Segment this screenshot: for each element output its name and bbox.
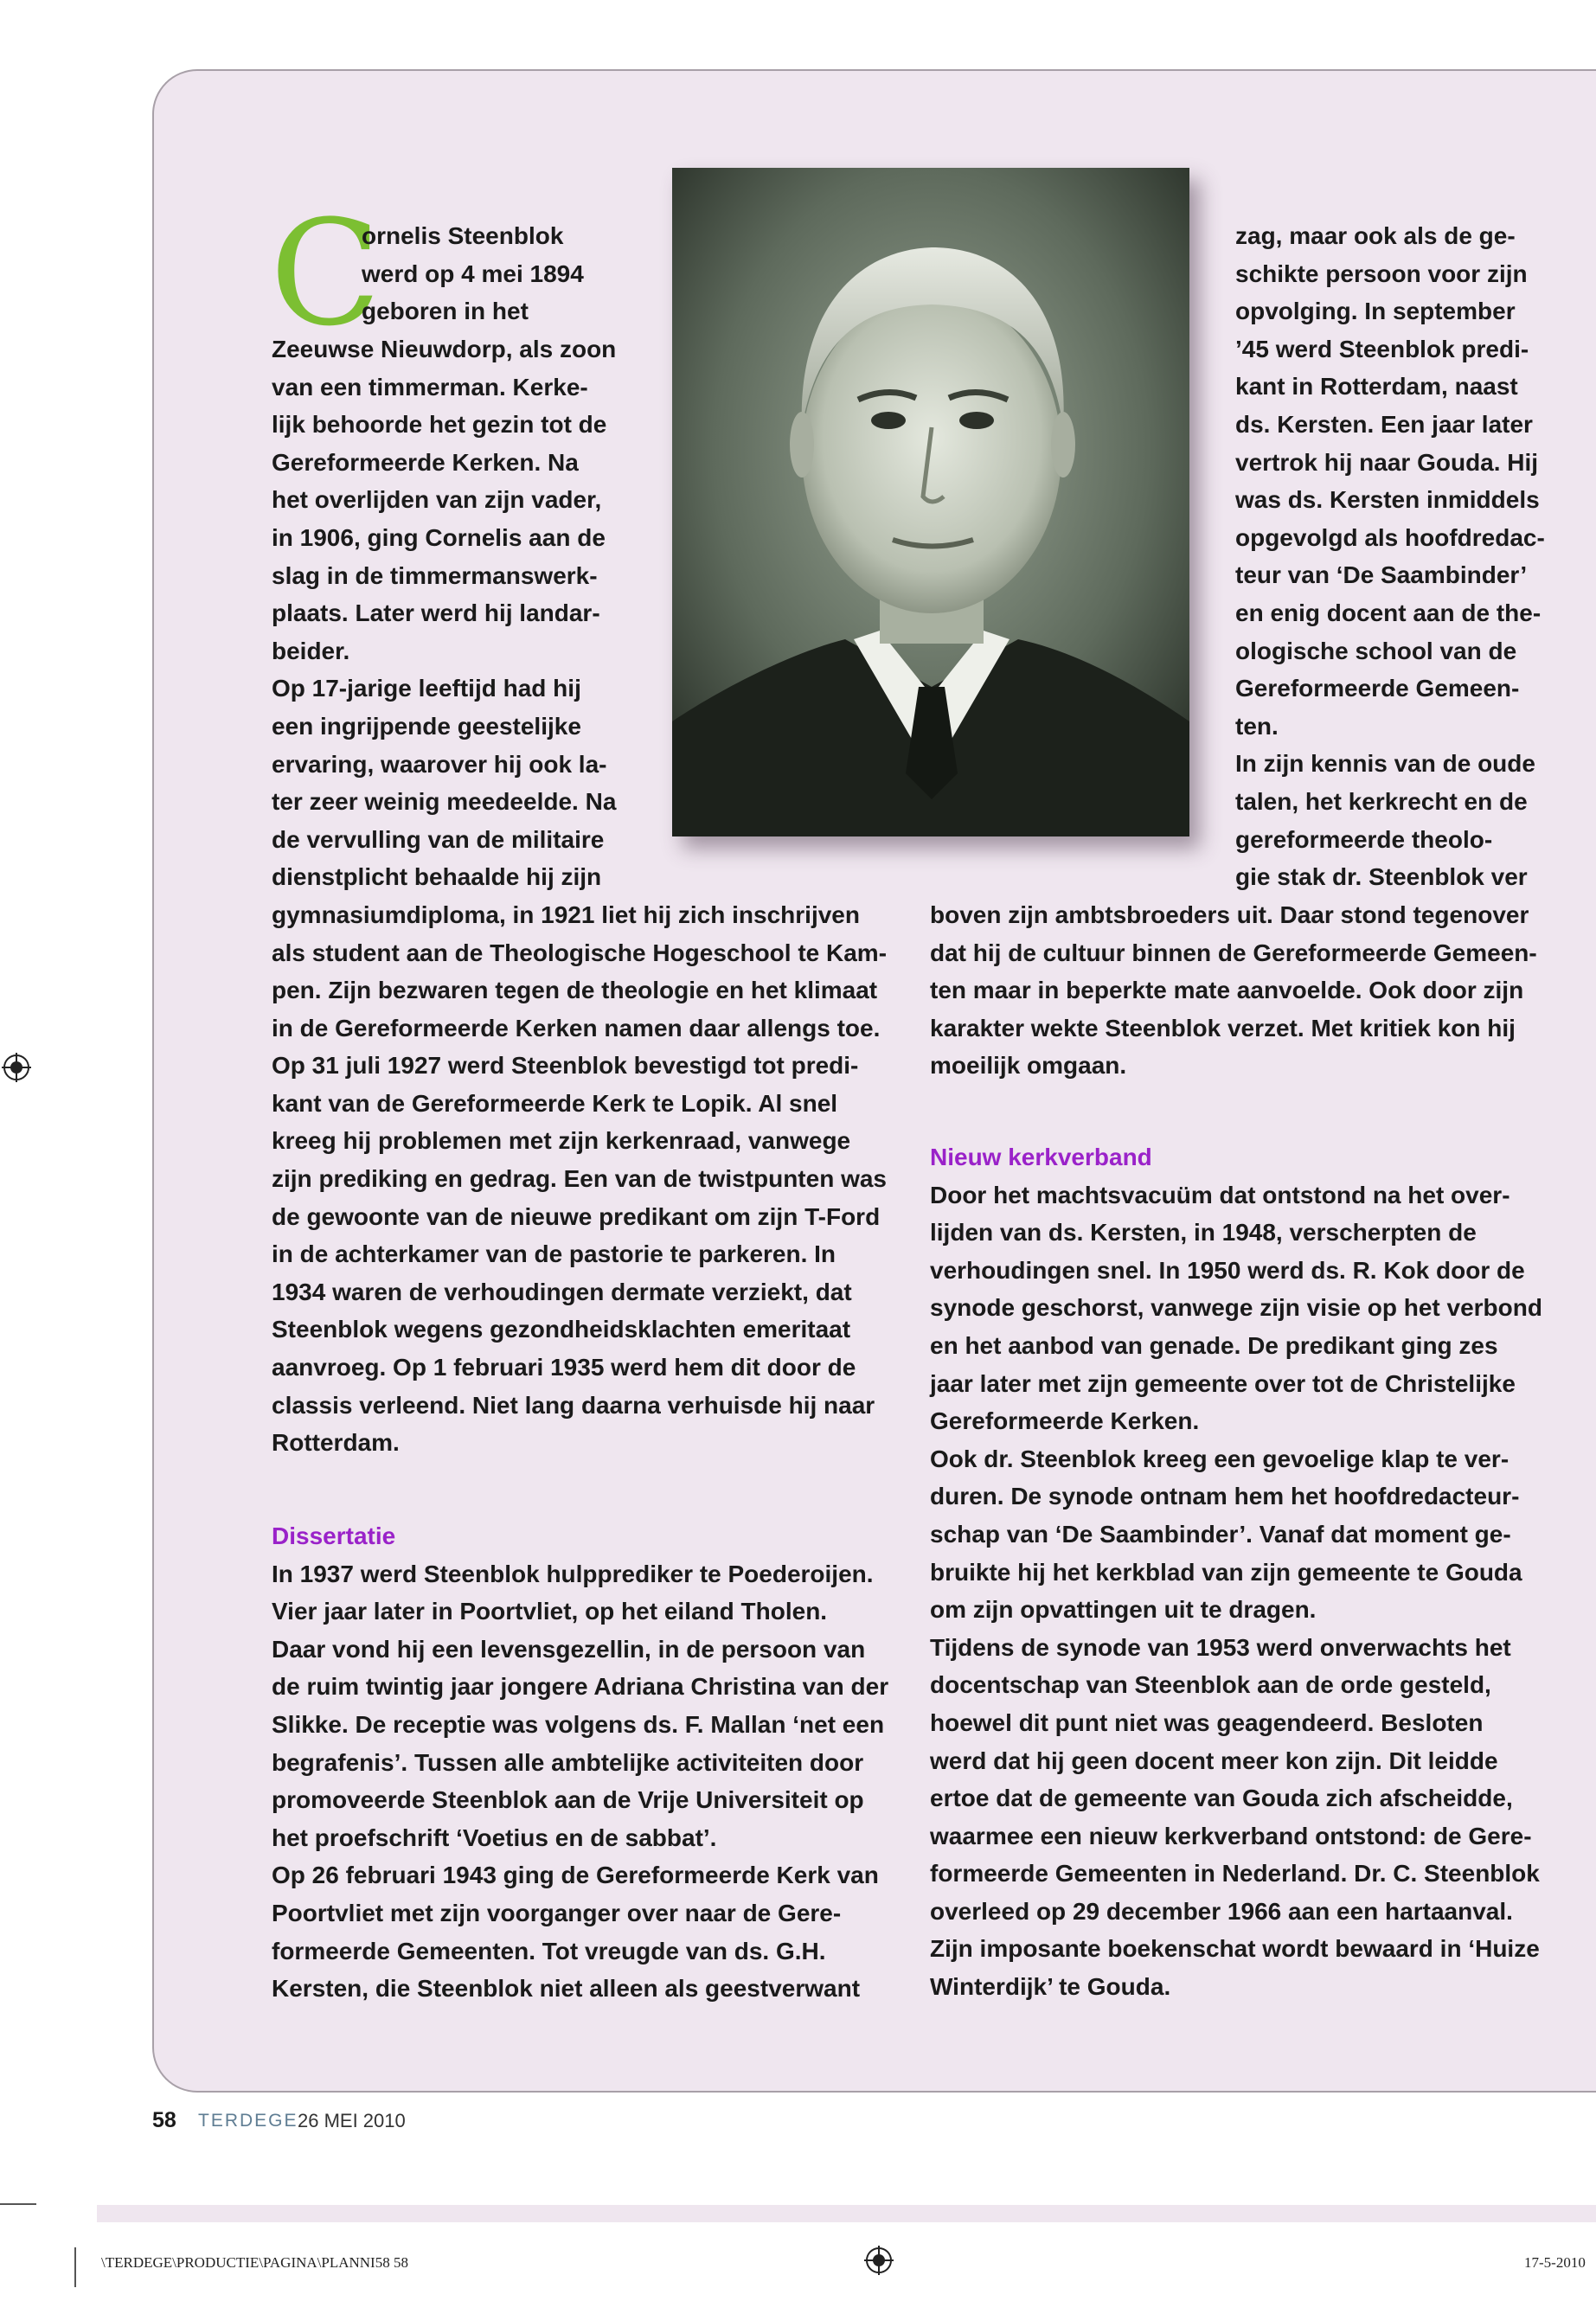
text-line: een ingrijpende geestelijke [272,712,581,740]
text-line: van een timmerman. Kerke- [272,373,588,401]
text-line: werd dat hij geen docent meer kon zijn. Dit leidde [930,1747,1498,1774]
text-line: Ook dr. Steenblok kreeg een gevoelige klap te ver- [930,1445,1509,1472]
text-line: dat hij de cultuur binnen de Gereformeerde Gemeen- [930,939,1537,966]
text-line: aanvroeg. Op 1 februari 1935 werd hem dit door de [272,1354,856,1381]
crop-mark [0,2203,36,2205]
column-2-body-a [1235,217,1545,896]
text-line: Daar vond hij een levensgezellin, in de persoon van [272,1635,866,1663]
text-line: Tijdens de synode van 1953 werd onverwachts het [930,1633,1511,1661]
text-line: als student aan de Theologische Hogeschool te Kam- [272,939,888,966]
registration-mark-icon [2,1053,31,1082]
text-line: Op 17-jarige leeftijd had hij [272,675,581,702]
text-line: Vier jaar later in Poortvliet, op het eiland Tholen. [272,1598,828,1625]
text-line: gymnasiumdiploma, in 1921 liet hij zich inschrijven [272,901,860,928]
text-line: bruikte hij het kerkblad van zijn gemeente te Gouda [930,1558,1522,1586]
section-heading-nieuw-kerkverband: Nieuw kerkverband [930,1144,1152,1170]
text-line: beider. [272,637,350,664]
text-line: ’45 werd Steenblok predi- [1235,335,1529,362]
text-line: talen, het kerkrecht en de [1235,787,1528,815]
text-line: de ruim twintig jaar jongere Adriana Christina van der [272,1673,889,1701]
column-2-body-c [930,1138,1542,2006]
portrait-photo [672,168,1189,836]
text-line: Door het machtsvacuüm dat ontstond na het over- [930,1181,1510,1208]
text-line: Winterdijk’ te Gouda. [930,1973,1171,2001]
text-line: waarmee een nieuw kerkverband ontstond: de Gere- [930,1822,1532,1849]
text-line: hoewel dit punt niet was geagendeerd. Besloten [930,1708,1484,1736]
text-line: kant van de Gereformeerde Kerk te Lopik. Al snel [272,1089,838,1117]
text-line: karakter wekte Steenblok verzet. Met kritiek kon hij [930,1014,1516,1042]
text-line: formeerde Gemeenten in Nederland. Dr. C. Steenblok [930,1860,1540,1888]
text-line: pen. Zijn bezwaren tegen de theologie en het klimaat [272,977,878,1004]
text-line: In 1937 werd Steenblok hulpprediker te Poederoijen. [272,1560,874,1587]
text-line: ter zeer weinig meedeelde. Na [272,788,617,816]
column-1-body-b [272,1517,888,2008]
text-line: gie stak dr. Steenblok ver [1235,863,1528,891]
text-line: In zijn kennis van de oude [1235,750,1535,778]
column-2-body-b [930,896,1537,1085]
text-line: synode geschorst, vanwege zijn visie op het verbond [930,1294,1542,1322]
text-line: ten maar in beperkte mate aanvoelde. Ook door zijn [930,977,1524,1004]
text-line: schap van ‘De Saambinder’. Vanaf dat moment ge- [930,1520,1511,1548]
text-line: opgevolgd als hoofdredac- [1235,523,1545,551]
drop-cap: C [270,189,381,358]
text-line: lijk behoorde het gezin tot de [272,411,607,439]
text-line: Steenblok wegens gezondheidsklachten emeritaat [272,1316,851,1343]
text-line: was ds. Kersten inmiddels [1235,486,1540,514]
text-line: werd op 4 mei 1894 [362,260,584,287]
text-line: verhoudingen snel. In 1950 werd ds. R. Kok door de [930,1256,1525,1284]
section-heading-dissertatie: Dissertatie [272,1522,396,1549]
text-line: classis verleend. Niet lang daarna verhuisde hij naar [272,1391,875,1419]
crop-mark [74,2247,76,2287]
text-line: Zijn imposante boekenschat wordt bewaard in ‘Huize [930,1935,1540,1963]
text-line: Rotterdam. [272,1429,400,1457]
text-line: kant in Rotterdam, naast [1235,373,1518,401]
text-line: vertrok hij naar Gouda. Hij [1235,448,1539,476]
text-line: Op 26 februari 1943 ging de Gereformeerde Kerk van [272,1862,879,1889]
text-line: ertoe dat de gemeente van Gouda zich afscheidde, [930,1785,1513,1812]
text-line: formeerde Gemeenten. Tot vreugde van ds. G.H. [272,1937,826,1965]
text-line: Kersten, die Steenblok niet alleen als geestverwant [272,1975,861,2003]
issue-date: 26 MEI 2010 [298,2110,406,2131]
text-line: opvolging. In september [1235,298,1516,325]
text-line: slag in de timmermanswerk- [272,561,598,589]
text-line: in de achterkamer van de pastorie te parkeren. In [272,1240,836,1268]
text-line: ologische school van de [1235,637,1517,664]
text-line: de gewoonte van de nieuwe predikant om zijn T-Ford [272,1202,881,1230]
text-line: de vervulling van de militaire [272,825,605,853]
text-line: geboren in het [362,298,529,325]
text-line: ten. [1235,712,1279,740]
text-line: Zeeuwse Nieuwdorp, als zoon [272,336,617,362]
text-line: het overlijden van zijn vader, [272,486,602,514]
text-line: ds. Kersten. Een jaar later [1235,410,1533,438]
text-line: dienstplicht behaalde hij zijn [272,863,602,891]
text-line: Gereformeerde Kerken. Na [272,448,579,476]
text-line: docentschap van Steenblok aan de orde gesteld, [930,1671,1491,1699]
text-line: moeilijk omgaan. [930,1052,1127,1080]
text-line: het proefschrift ‘Voetius en de sabbat’. [272,1823,717,1851]
print-slug-path: \TERDEGE\PRODUCTIE\PAGINA\PLANNI58 58 [101,2254,408,2271]
text-line: schikte persoon voor zijn [1235,260,1528,287]
text-line: plaats. Later werd hij landar- [272,599,600,627]
text-line: Poortvliet met zijn voorganger over naar de Gere- [272,1899,842,1926]
registration-mark-icon [864,2246,894,2275]
bottom-color-strip [97,2205,1596,2222]
text-line: 1934 waren de verhoudingen dermate verziekt, dat [272,1278,852,1305]
text-line: promoveerde Steenblok aan de Vrije Universiteit op [272,1786,864,1814]
text-line: duren. De synode ontnam hem het hoofdredacteur- [930,1483,1520,1510]
intro-lines [362,217,584,330]
text-line: begrafenis’. Tussen alle ambtelijke activiteiten door [272,1748,864,1776]
text-line: gereformeerde theolo- [1235,825,1493,853]
text-line: om zijn opvattingen uit te dragen. [930,1596,1317,1624]
text-line: boven zijn ambtsbroeders uit. Daar stond tegenover [930,901,1529,928]
text-line: zag, maar ook als de ge- [1235,222,1516,249]
page-number: 58 [152,2108,176,2132]
text-line: zijn prediking en gedrag. Een van de twistpunten was [272,1165,888,1193]
text-line: ornelis Steenblok [362,222,564,249]
text-line: kreeg hij problemen met zijn kerkenraad, vanwege [272,1127,851,1155]
text-line: ervaring, waarover hij ook la- [272,750,607,778]
text-line: in 1906, ging Cornelis aan de [272,523,606,551]
text-line: Gereformeerde Gemeen- [1235,675,1520,702]
text-line: teur van ‘De Saambinder’ [1235,561,1528,589]
text-line: Gereformeerde Kerken. [930,1407,1200,1435]
text-line: Op 31 juli 1927 werd Steenblok bevestigd tot predi- [272,1052,859,1080]
text-line: Slikke. De receptie was volgens ds. F. Mallan ‘net een [272,1710,885,1738]
text-line: in de Gereformeerde Kerken namen daar allengs toe. [272,1014,881,1042]
text-line: lijden van ds. Kersten, in 1948, verscherpten de [930,1219,1477,1247]
text-line: en het aanbod van genade. De predikant ging zes [930,1331,1498,1359]
print-slug-date: 17-5-2010 [1524,2254,1586,2271]
magazine-name: TERDEGE [198,2111,298,2131]
text-line: overleed op 29 december 1966 aan een hartaanval. [930,1897,1513,1925]
text-line: jaar later met zijn gemeente over tot de Christelijke [930,1369,1516,1397]
text-line: en enig docent aan de the- [1235,599,1542,626]
